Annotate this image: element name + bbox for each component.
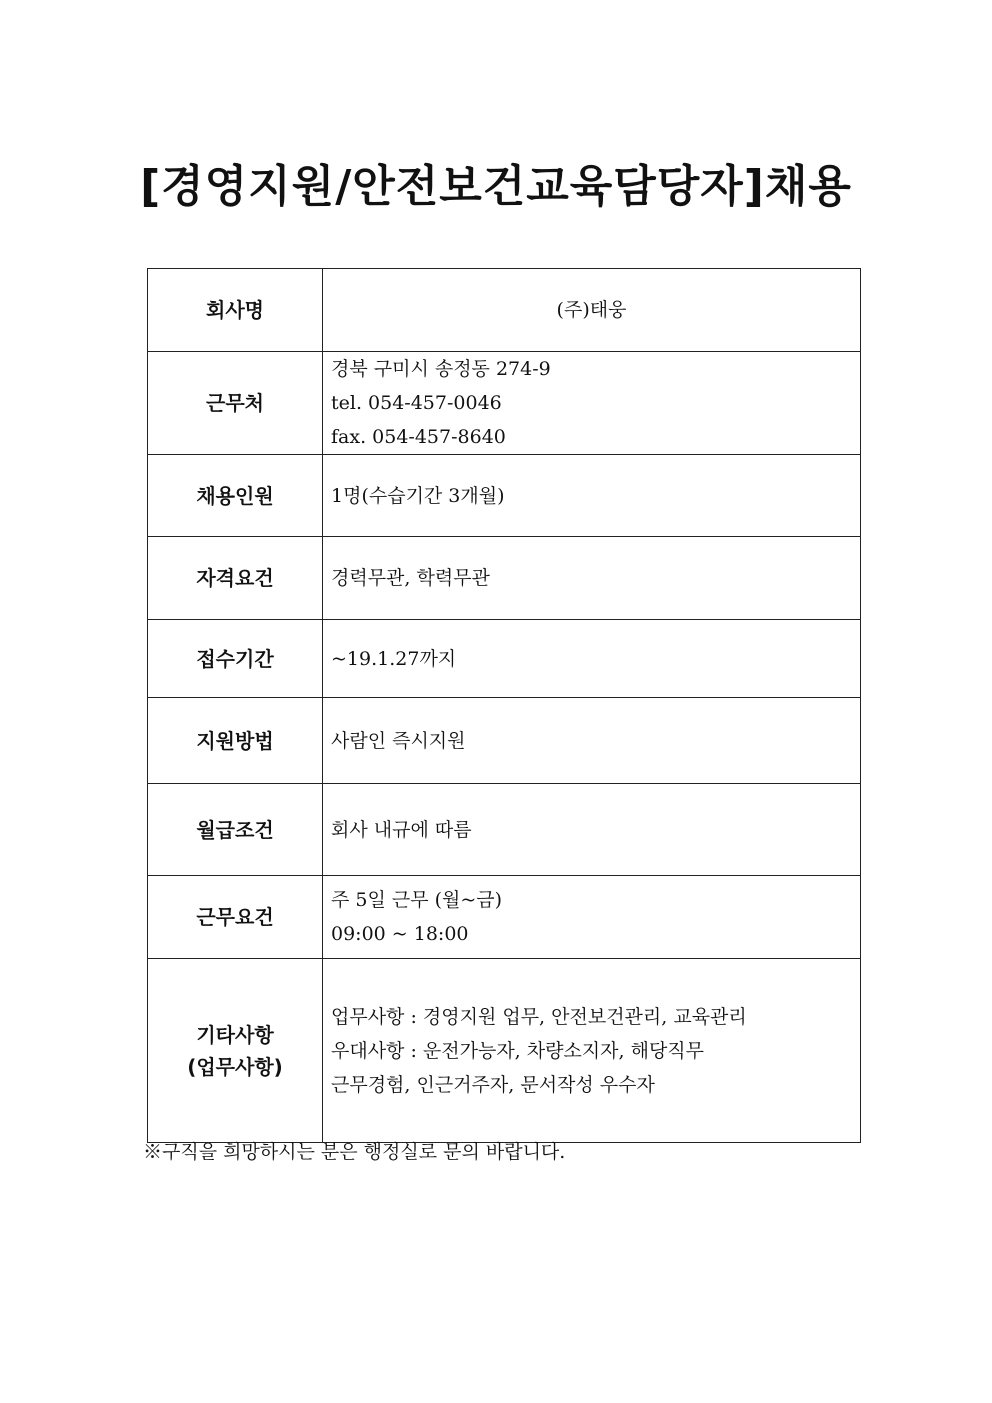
label-other-line2: (업무사항) bbox=[187, 1054, 283, 1079]
apply-method-text: 사람인 즉시지원 bbox=[331, 729, 466, 752]
value-other bbox=[323, 959, 861, 1143]
label-other bbox=[148, 959, 323, 1143]
label-qualification: 자격요건 bbox=[148, 537, 323, 620]
table-row-company bbox=[148, 269, 861, 352]
footnote: ※구직을 희망하시는 분은 행정실로 문의 바랍니다. bbox=[143, 1141, 566, 1163]
value-qualification bbox=[323, 537, 861, 620]
job-info-table bbox=[147, 268, 861, 1143]
salary-text: 회사 내규에 따름 bbox=[331, 818, 472, 841]
label-period: 접수기간 bbox=[148, 620, 323, 698]
table-row-apply-method bbox=[148, 698, 861, 784]
table-row-work-conditions bbox=[148, 876, 861, 959]
work-hours: 09:00 ~ 18:00 bbox=[331, 923, 469, 945]
label-headcount: 채용인원 bbox=[148, 455, 323, 537]
company-name: (주)태웅 bbox=[556, 299, 627, 321]
workplace-fax: fax. 054-457-8640 bbox=[331, 426, 506, 448]
label-work-conditions: 근무요건 bbox=[148, 876, 323, 959]
label-other-line1: 기타사항 bbox=[196, 1022, 274, 1047]
period-text: ~19.1.27까지 bbox=[331, 647, 457, 670]
page-title: [경영지원/안전보건교육담당자]채용 bbox=[140, 161, 852, 212]
table-row-other bbox=[148, 959, 861, 1143]
label-workplace: 근무처 bbox=[148, 352, 323, 455]
table-row-headcount bbox=[148, 455, 861, 537]
preferences-text: 우대사항 : 운전가능자, 차량소지자, 해당직무 bbox=[331, 1039, 705, 1062]
workplace-tel: tel. 054-457-0046 bbox=[331, 392, 502, 414]
value-workplace bbox=[323, 352, 861, 455]
value-apply-method bbox=[323, 698, 861, 784]
preferences-text-cont: 근무경험, 인근거주자, 문서작성 우수자 bbox=[331, 1073, 655, 1096]
workplace-address: 경북 구미시 송정동 274-9 bbox=[331, 358, 551, 380]
duties-text: 업무사항 : 경영지원 업무, 안전보건관리, 교육관리 bbox=[331, 1005, 747, 1028]
label-company: 회사명 bbox=[148, 269, 323, 352]
qualification-text: 경력무관, 학력무관 bbox=[331, 567, 490, 589]
value-work-conditions bbox=[323, 876, 861, 959]
value-period bbox=[323, 620, 861, 698]
table-row-workplace bbox=[148, 352, 861, 455]
table-row-period bbox=[148, 620, 861, 698]
label-apply-method: 지원방법 bbox=[148, 698, 323, 784]
headcount-text: 1명(수습기간 3개월) bbox=[331, 484, 505, 507]
value-salary bbox=[323, 784, 861, 876]
value-headcount bbox=[323, 455, 861, 537]
work-days: 주 5일 근무 (월~금) bbox=[331, 889, 503, 911]
label-salary: 월급조건 bbox=[148, 784, 323, 876]
table-row-salary bbox=[148, 784, 861, 876]
value-company bbox=[323, 269, 861, 352]
table-row-qualification bbox=[148, 537, 861, 620]
